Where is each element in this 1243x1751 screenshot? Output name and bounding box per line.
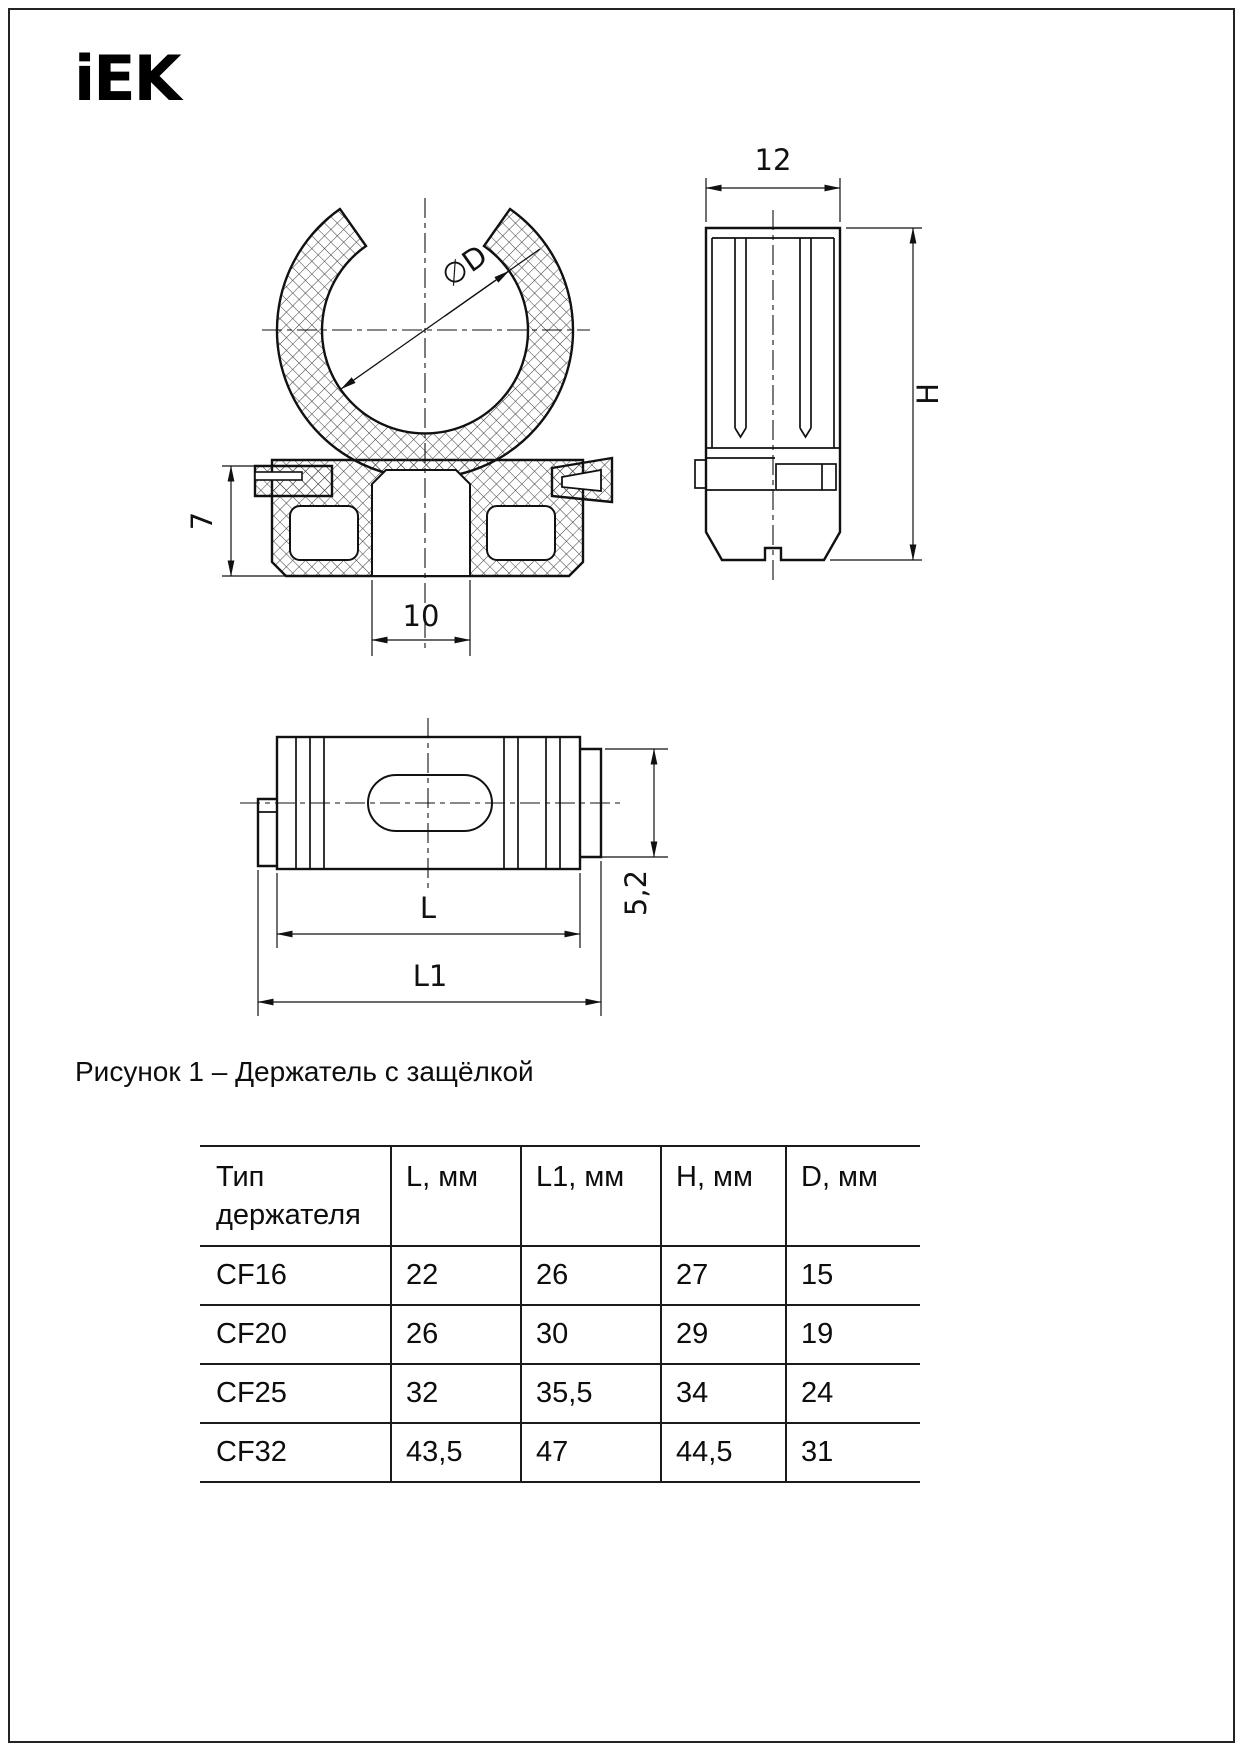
left-latch-section [255, 466, 332, 496]
header-L1: L1, мм [520, 1147, 660, 1245]
cell-D: 15 [785, 1247, 920, 1304]
cell-L1: 26 [520, 1247, 660, 1304]
side-screw-boss [776, 464, 836, 490]
left-foot-cavity [290, 506, 358, 560]
bottom-left-tab [258, 799, 277, 866]
cell-H: 27 [660, 1247, 785, 1304]
cell-D: 24 [785, 1365, 920, 1422]
cell-L1: 47 [520, 1424, 660, 1481]
header-D: D, мм [785, 1147, 920, 1245]
cell-type: CF16 [216, 1258, 287, 1291]
table-row [200, 1306, 920, 1365]
right-foot-cavity [487, 506, 555, 560]
dim-label-diameter: ∅D [435, 238, 494, 294]
header-L: L, мм [390, 1147, 520, 1245]
dim-label-H: H [911, 383, 945, 405]
cell-H: 44,5 [660, 1424, 785, 1481]
dim-label-L: L [419, 891, 437, 925]
table-row [200, 1365, 920, 1424]
figure-caption: Рисунок 1 – Держатель с защёлкой [75, 1056, 534, 1087]
cell-L: 32 [390, 1365, 520, 1422]
center-channel [372, 470, 470, 576]
front-view [185, 198, 612, 656]
cell-H: 34 [660, 1365, 785, 1422]
dim-label-7: 7 [185, 511, 219, 531]
table-header-row [200, 1147, 920, 1247]
header-H: H, мм [660, 1147, 785, 1245]
cell-type: CF32 [216, 1435, 287, 1468]
cell-L1: 30 [520, 1306, 660, 1363]
cell-D: 31 [785, 1424, 920, 1481]
cell-D: 19 [785, 1306, 920, 1363]
cell-L1: 35,5 [520, 1365, 660, 1422]
header-type: Тип держателя [216, 1161, 361, 1231]
table-row [200, 1247, 920, 1306]
dim-label-10: 10 [402, 599, 440, 633]
spec-table [200, 1145, 920, 1483]
cell-type: CF25 [216, 1376, 287, 1409]
dim-label-12: 12 [754, 143, 792, 177]
bottom-view [240, 718, 668, 1016]
cell-L: 43,5 [390, 1424, 520, 1481]
cell-type: CF20 [216, 1317, 287, 1350]
table-row [200, 1424, 920, 1483]
cell-H: 29 [660, 1306, 785, 1363]
dim-label-52: 5,2 [619, 869, 653, 917]
cell-L: 22 [390, 1247, 520, 1304]
side-slot-lines [735, 238, 811, 437]
cell-L: 26 [390, 1306, 520, 1363]
side-view [695, 143, 945, 580]
latch-slot [255, 472, 302, 480]
dimH-extension-lines [830, 228, 922, 560]
dim-label-L1: L1 [412, 959, 448, 993]
iek-logo: iEK [74, 42, 180, 115]
side-latch-protrusion [695, 460, 706, 488]
